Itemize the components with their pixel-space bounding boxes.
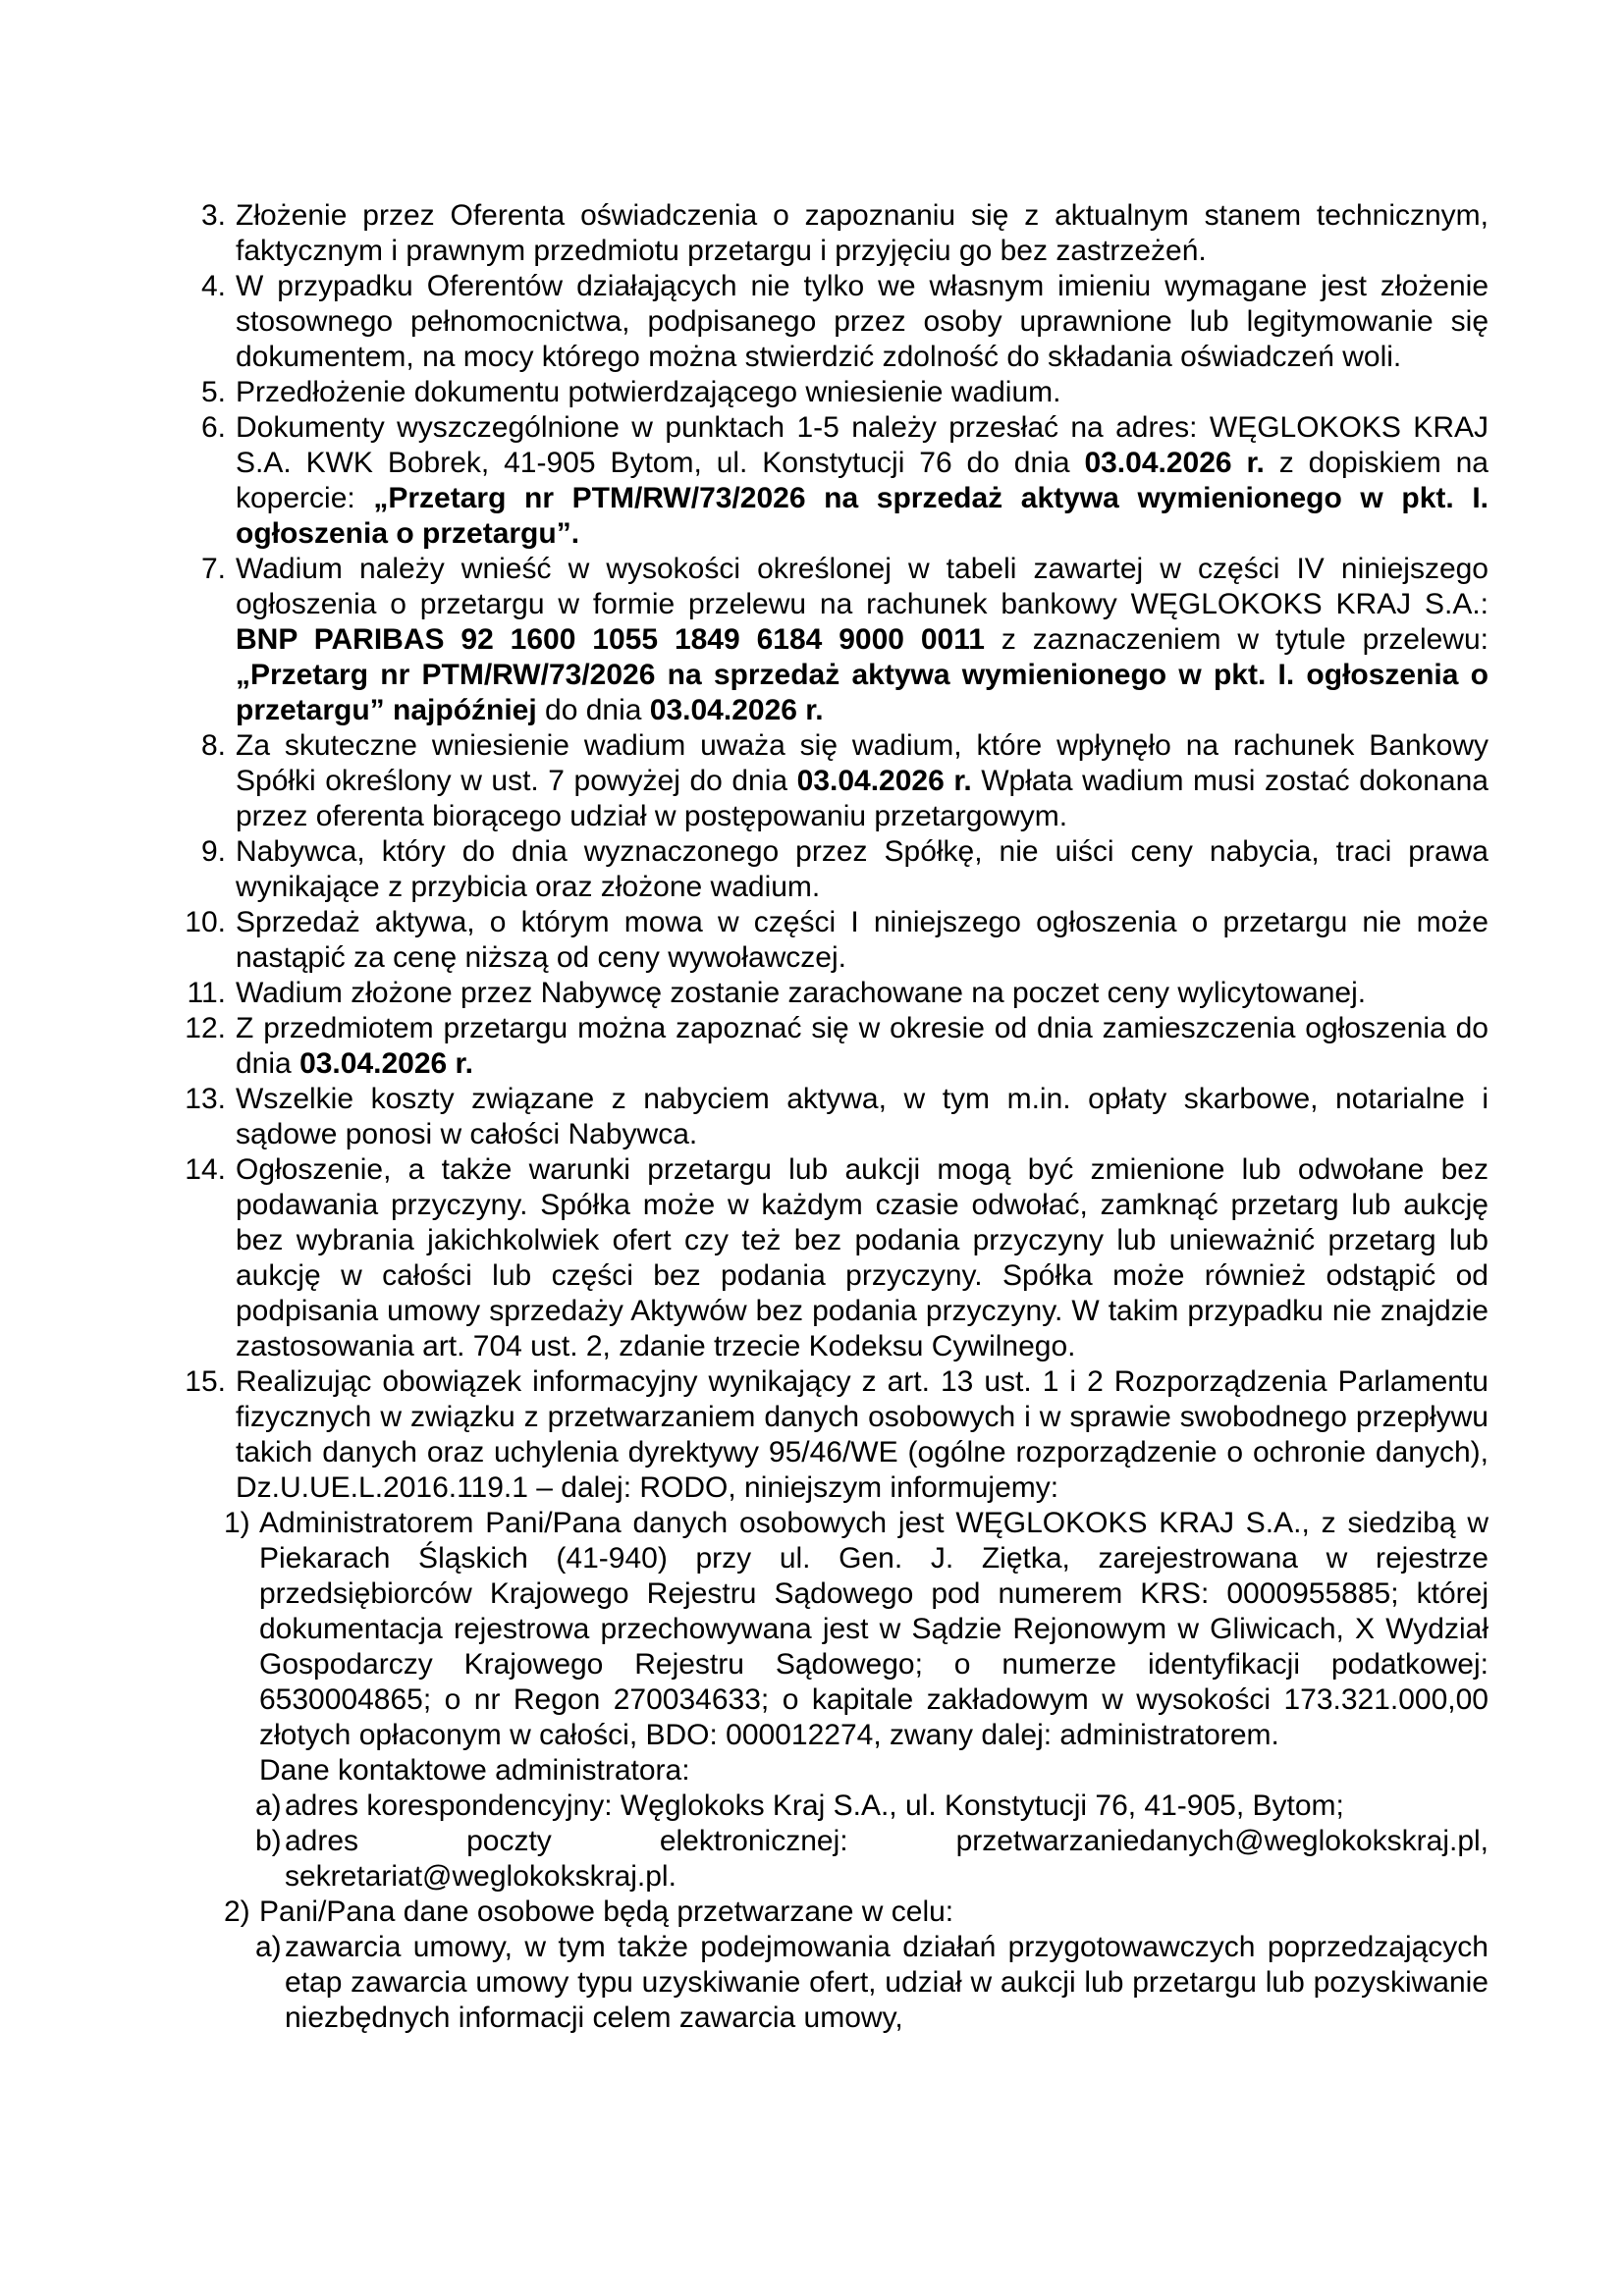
- text-run: adres korespondencyjny: Węglokoks Kraj S.A., ul. Konstytucji 76, 41-905, Bytom;: [285, 1789, 1344, 1822]
- item-marker: 12.: [185, 1012, 226, 1044]
- item-text: [236, 269, 1489, 375]
- item-marker: a): [255, 1789, 282, 1822]
- document-body: [0, 198, 1624, 2036]
- item-marker: 2): [224, 1896, 250, 1928]
- item-text: [236, 1364, 1489, 1506]
- item-text: [236, 198, 1489, 269]
- text-run: Za skuteczne wniesienie wadium uważa się wadium, które wpłynęło na rachunek Bankowy Spółki określony w ust. 7 powyżej do dnia: [236, 729, 1489, 797]
- list-item-1: [224, 1506, 1489, 1789]
- text-run: adres poczty elektronicznej: przetwarzaniedanych@weglokokskraj.pl, sekretariat@weglokokskraj.pl.: [285, 1825, 1489, 1893]
- list-item-8: [182, 728, 1489, 834]
- text-run: z zaznaczeniem w tytule przelewu:: [984, 623, 1489, 656]
- bold-text-run: 03.04.2026 r.: [649, 694, 824, 726]
- item-text: [285, 1824, 1489, 1895]
- list-item-5: [182, 375, 1489, 410]
- item-marker: 11.: [187, 977, 226, 1009]
- item-paragraph: [236, 1152, 1489, 1364]
- item-marker: 7.: [200, 553, 226, 585]
- bold-text-run: BNP PARIBAS 92 1600 1055 1849 6184 9000 0011: [236, 623, 985, 656]
- list-item-7: [182, 552, 1489, 728]
- item-paragraph: [236, 375, 1489, 410]
- item-paragraph: [285, 1930, 1489, 2036]
- item-text: [236, 834, 1489, 905]
- text-run: Złożenie przez Oferenta oświadczenia o zapoznaniu się z aktualnym stanem technicznym, faktycznym i prawnym przedmiotu przetargu i przyjęciu go bez zastrzeżeń.: [236, 199, 1489, 267]
- item-paragraph: [236, 976, 1489, 1011]
- list-item-15: [182, 1364, 1489, 1506]
- item-text: [285, 1789, 1489, 1824]
- item-text: [236, 375, 1489, 410]
- item-paragraph: [236, 269, 1489, 375]
- item-marker: 8.: [200, 729, 226, 762]
- item-paragraph: [236, 1011, 1489, 1082]
- item-paragraph: [236, 552, 1489, 728]
- text-run: Administratorem Pani/Pana danych osobowych jest WĘGLOKOKS KRAJ S.A., z siedzibą w Piekarach Śląskich (41-940) przy ul. Gen. J. Ziętka, zarejestrowana w rejestrze przedsiębiorców Krajowego Rejestru Sądowego pod numerem KRS: 0000955885; której dokumentacja rejestrowa przechowywana jest w Sądzie Rejonowym w Gliwicach, X Wydział Gospodarczy Krajowego Rejestru Sądowego; o numerze identyfikacji podatkowej: 6530004865; o nr Regon 270034633; o kapitale zakładowym w wysokości 173.321.000,00 złotych opłaconym w całości, BDO: 000012274, zwany dalej: administratorem.: [259, 1507, 1489, 1751]
- item-text: [236, 728, 1489, 834]
- text-run: Z przedmiotem przetargu można zapoznać się w okresie od dnia zamieszczenia ogłoszenia do dnia: [236, 1012, 1489, 1080]
- bold-text-run: „Przetarg nr PTM/RW/73/2026 na sprzedaż aktywa wymienionego w pkt. I. ogłoszenia o przetargu”.: [236, 482, 1489, 550]
- item-paragraph: [236, 728, 1489, 834]
- text-run: z dopiskiem na kopercie:: [236, 447, 1489, 514]
- item-text: [259, 1895, 1489, 1930]
- item-marker: 5.: [200, 376, 226, 408]
- text-run: Wadium należy wnieść w wysokości określonej w tabeli zawartej w części IV niniejszego ogłoszenia o przetargu w formie przelewu na rachunek bankowy WĘGLOKOKS KRAJ S.A.:: [236, 553, 1489, 620]
- item-text: [236, 1082, 1489, 1152]
- text-run: Dokumenty wyszczególnione w punktach 1-5 należy przesłać na adres: WĘGLOKOKS KRAJ S.A. KWK Bobrek, 41-905 Bytom, ul. Konstytucji 76 do dnia: [236, 411, 1489, 479]
- item-text: [236, 976, 1489, 1011]
- bold-text-run: 03.04.2026 r.: [1084, 447, 1265, 479]
- item-paragraph: [259, 1895, 1489, 1930]
- text-run: zawarcia umowy, w tym także podejmowania działań przygotowawczych poprzedzających etap zawarcia umowy typu uzyskiwanie ofert, udział w aukcji lub przetargu lub pozyskiwanie niezbędnych informacji celem zawarcia umowy,: [285, 1931, 1489, 2034]
- text-run: Dane kontaktowe administratora:: [259, 1754, 690, 1787]
- bold-text-run: 03.04.2026 r.: [299, 1047, 473, 1080]
- text-run: Wpłata wadium musi zostać dokonana przez oferenta biorącego udział w postępowaniu przetargowym.: [236, 765, 1489, 832]
- list-item-a: [255, 1930, 1489, 2036]
- bold-text-run: „Przetarg nr PTM/RW/73/2026 na sprzedaż aktywa wymienionego w pkt. I. ogłoszenia o przetargu” najpóźniej: [236, 659, 1489, 726]
- item-marker: 4.: [200, 270, 226, 302]
- item-marker: a): [255, 1931, 282, 1963]
- item-marker: 14.: [185, 1153, 226, 1186]
- item-text: [236, 410, 1489, 552]
- text-run: Wszelkie koszty związane z nabyciem aktywa, w tym m.in. opłaty skarbowe, notarialne i sądowe ponosi w całości Nabywca.: [236, 1083, 1489, 1150]
- item-paragraph: [236, 905, 1489, 976]
- item-text: [236, 905, 1489, 976]
- item-text: [259, 1506, 1489, 1789]
- item-marker: 9.: [200, 835, 226, 868]
- item-text: [236, 552, 1489, 728]
- list-item-11: [182, 976, 1489, 1011]
- item-paragraph: [285, 1824, 1489, 1895]
- text-run: Wadium złożone przez Nabywcę zostanie zarachowane na poczet ceny wylicytowanej.: [236, 977, 1367, 1009]
- item-marker: 6.: [200, 411, 226, 444]
- list-item-3: [182, 198, 1489, 269]
- item-text: [236, 1152, 1489, 1364]
- text-run: W przypadku Oferentów działających nie tylko we własnym imieniu wymagane jest złożenie stosownego pełnomocnictwa, podpisanego przez osoby uprawnione lub legitymowanie się dokumentem, na mocy którego można stwierdzić zdolność do składania oświadczeń woli.: [236, 270, 1489, 373]
- item-paragraph: [236, 834, 1489, 905]
- item-marker: 13.: [185, 1083, 226, 1115]
- text-run: Sprzedaż aktywa, o którym mowa w części I niniejszego ogłoszenia o przetargu nie może nastąpić za cenę niższą od ceny wywoławczej.: [236, 906, 1489, 974]
- item-paragraph: [236, 410, 1489, 552]
- item-paragraph: [236, 1082, 1489, 1152]
- item-paragraph: [259, 1506, 1489, 1753]
- list-item-12: [182, 1011, 1489, 1082]
- item-paragraph: [259, 1753, 1489, 1789]
- item-paragraph: [236, 1364, 1489, 1506]
- item-marker: 15.: [185, 1365, 226, 1398]
- item-marker: 10.: [185, 906, 226, 938]
- list-item-a: [255, 1789, 1489, 1824]
- list-item-13: [182, 1082, 1489, 1152]
- list-item-2: [224, 1895, 1489, 1930]
- item-paragraph: [236, 198, 1489, 269]
- item-text: [236, 1011, 1489, 1082]
- list-item-10: [182, 905, 1489, 976]
- item-marker: 1): [224, 1507, 250, 1539]
- list-item-6: [182, 410, 1489, 552]
- text-run: Realizując obowiązek informacyjny wynikający z art. 13 ust. 1 i 2 Rozporządzenia Parlamentu fizycznych w związku z przetwarzaniem danych osobowych i w sprawie swobodnego przepływu takich danych oraz uchylenia dyrektywy 95/46/WE (ogólne rozporządzenie o ochronie danych), Dz.U.UE.L.2016.119.1 – dalej: RODO, niniejszym informujemy:: [236, 1365, 1489, 1504]
- bold-text-run: 03.04.2026 r.: [796, 765, 972, 797]
- text-run: Ogłoszenie, a także warunki przetargu lub aukcji mogą być zmienione lub odwołane bez podawania przyczyny. Spółka może w każdym czasie odwołać, zamknąć przetarg lub aukcję bez wybrania jakichkolwiek ofert czy też bez podania przyczyny lub unieważnić przetarg lub aukcję w całości lub części bez podania przyczyny. Spółka może również odstąpić od podpisania umowy sprzedaży Aktywów bez podania przyczyny. W takim przypadku nie znajdzie zastosowania art. 704 ust. 2, zdanie trzecie Kodeksu Cywilnego.: [236, 1153, 1489, 1362]
- item-marker: 3.: [200, 199, 226, 232]
- item-text: [285, 1930, 1489, 2036]
- list-item-b: [255, 1824, 1489, 1895]
- list-item-9: [182, 834, 1489, 905]
- list-item-4: [182, 269, 1489, 375]
- text-run: Pani/Pana dane osobowe będą przetwarzane w celu:: [259, 1896, 954, 1928]
- item-marker: b): [255, 1825, 282, 1857]
- text-run: Przedłożenie dokumentu potwierdzającego wniesienie wadium.: [236, 376, 1061, 408]
- text-run: Nabywca, który do dnia wyznaczonego przez Spółkę, nie uiści ceny nabycia, traci prawa wynikające z przybicia oraz złożone wadium.: [236, 835, 1489, 903]
- text-run: do dnia: [536, 694, 650, 726]
- item-paragraph: [285, 1789, 1489, 1824]
- list-item-14: [182, 1152, 1489, 1364]
